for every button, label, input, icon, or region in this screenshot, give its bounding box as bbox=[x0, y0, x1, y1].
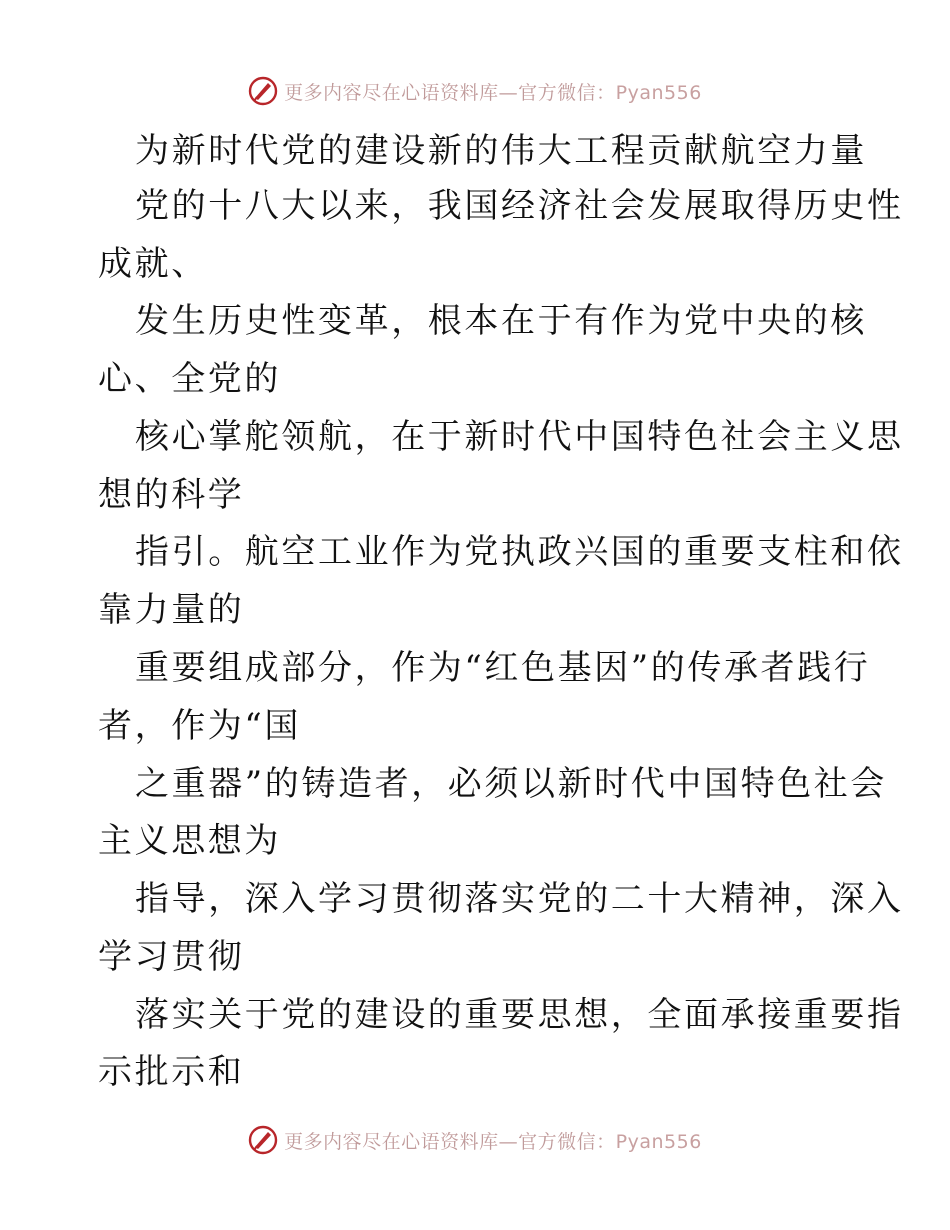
doc-title: 为新时代党的建设新的伟大工程贡献航空力量 bbox=[135, 131, 867, 171]
doc-line: 指引。航空工业作为党执政兴国的重要支柱和依 bbox=[135, 532, 904, 572]
doc-line: 成就、 bbox=[98, 244, 208, 284]
doc-line: 主义思想为 bbox=[98, 821, 281, 861]
doc-line: 想的科学 bbox=[98, 475, 245, 515]
doc-line: 心、全党的 bbox=[98, 359, 281, 399]
doc-line: 者，作为“国 bbox=[98, 706, 301, 746]
doc-line: 指导，深入学习贯彻落实党的二十大精神，深入 bbox=[135, 879, 904, 919]
doc-line: 示批示和 bbox=[98, 1052, 245, 1092]
header-banner-handle: Pyan556 bbox=[615, 81, 702, 104]
doc-line: 党的十八大以来，我国经济社会发展取得历史性 bbox=[135, 186, 904, 226]
footer-banner bbox=[0, 1120, 950, 1160]
doc-line: 之重器”的铸造者，必须以新时代中国特色社会 bbox=[135, 764, 887, 804]
doc-line: 学习贯彻 bbox=[98, 937, 245, 977]
footer-banner-text: 更多内容尽在心语资料库—官方微信： bbox=[284, 1130, 616, 1153]
doc-line: 靠力量的 bbox=[98, 590, 245, 630]
doc-line: 发生历史性变革，根本在于有作为党中央的核 bbox=[135, 301, 867, 341]
doc-line: 核心掌舵领航，在于新时代中国特色社会主义思 bbox=[135, 417, 904, 457]
footer-banner-label bbox=[284, 1127, 702, 1154]
footer-banner-handle: Pyan556 bbox=[615, 1130, 702, 1153]
doc-line: 落实关于党的建设的重要思想，全面承接重要指 bbox=[135, 995, 904, 1035]
quill-logo-icon bbox=[248, 1125, 278, 1155]
doc-line: 重要组成部分，作为“红色基因”的传承者践行 bbox=[135, 648, 871, 688]
header-banner-text: 更多内容尽在心语资料库—官方微信： bbox=[284, 81, 616, 104]
